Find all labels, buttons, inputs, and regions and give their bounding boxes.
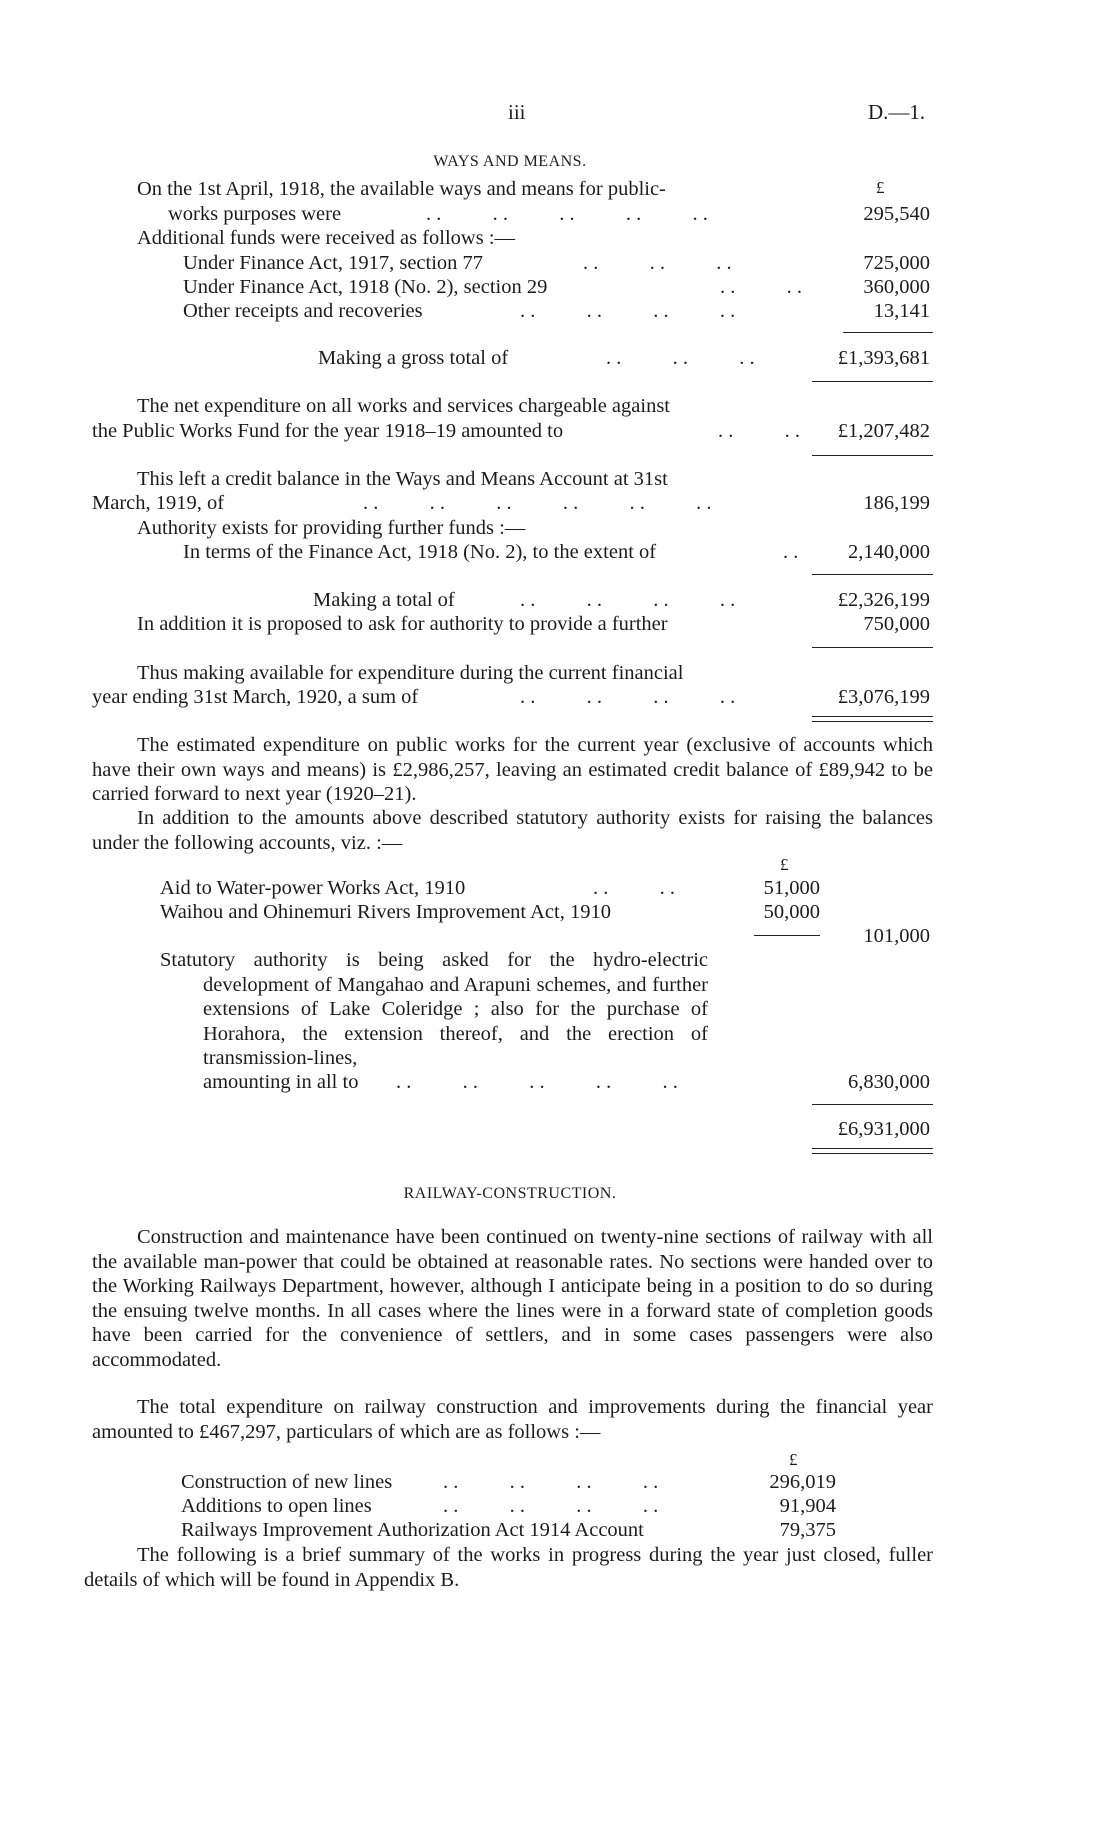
- statutory-account-amount: 50,000: [763, 901, 820, 923]
- railway-item-amount: 79,375: [779, 1519, 836, 1541]
- statutory-account-dots: . . . .: [593, 877, 675, 899]
- authority-line: In terms of the Finance Act, 1918 (No. 2), to the extent of: [183, 541, 657, 563]
- further-authority-line: In addition it is proposed to ask for authority to provide a further: [137, 613, 668, 635]
- net-expenditure-line-1: The net expenditure on all works and services chargeable against: [137, 395, 670, 417]
- credit-balance-line-1: This left a credit balance in the Ways and Means Account at 31st: [137, 468, 668, 490]
- accounts-currency-symbol: £: [780, 855, 789, 874]
- currency-symbol: £: [876, 178, 885, 197]
- page-number: iii: [508, 100, 526, 124]
- railway-item-dots: . . . . . . . .: [443, 1495, 659, 1517]
- funding-item-dots: . . . . . .: [583, 252, 732, 274]
- gross-total-label: Making a gross total of: [318, 347, 509, 369]
- grand-total-double-rule: [812, 1148, 933, 1154]
- subtotal-rule: [843, 332, 933, 333]
- railway-item-label: Additions to open lines: [181, 1495, 372, 1517]
- authority-amount: 2,140,000: [848, 541, 930, 563]
- total-dots: . . . . . . . .: [520, 589, 736, 611]
- opening-dots: . . . . . . . . . .: [426, 203, 708, 225]
- railway-construction-heading: RAILWAY-CONSTRUCTION.: [403, 1185, 617, 1202]
- net-expenditure-amount: £1,207,482: [837, 420, 930, 442]
- statutory-account-label: Waihou and Ohinemuri Rivers Improvement Act, 1910: [160, 901, 611, 923]
- document-reference: D.—1.: [868, 100, 926, 124]
- available-rule: [812, 647, 933, 648]
- further-authority-amount: 750,000: [863, 613, 930, 635]
- available-line-2: year ending 31st March, 1920, a sum of: [92, 686, 419, 708]
- net-expenditure-line-2: the Public Works Fund for the year 1918–19 amounted to: [92, 420, 564, 442]
- net-expenditure-dots: . . . .: [718, 420, 800, 442]
- funding-item-amount: 725,000: [863, 252, 930, 274]
- net-expenditure-rule: [812, 455, 933, 456]
- funding-item-label: Under Finance Act, 1918 (No. 2), section 29: [183, 276, 548, 298]
- railway-item-label: Construction of new lines: [181, 1471, 393, 1493]
- statutory-account-amount: 51,000: [763, 877, 820, 899]
- gross-total-dots: . . . . . .: [606, 347, 755, 369]
- hydro-amount: 6,830,000: [848, 1071, 930, 1093]
- statutory-authority-paragraph: In addition to the amounts above described statutory authority exists for raising the balances under the following accounts, viz. :—: [92, 807, 933, 854]
- hydro-electric-paragraph: Statutory authority is being asked for the hydro-electric development of Mangahao and Arapuni schemes, and further extensions of Lake Coleridge ; also for the purchase of Horahora, the extension thereof, and the erection of transmission-lines,: [160, 949, 708, 1069]
- hydro-last-line: amounting in all to: [203, 1071, 359, 1093]
- railway-item-amount: 91,904: [779, 1495, 836, 1517]
- estimated-expenditure-paragraph: The estimated expenditure on public works for the current year (exclusive of accounts which have their own ways and means) is £2,986,257, leaving an estimated credit balance of £89,942 to be carried forward to next year (1920–21).: [92, 734, 933, 805]
- railway-paragraph-1: Construction and maintenance have been continued on twenty-nine sections of railway with all the available man-power that could be obtained at reasonable rates. No sections were handed over to the Working Railways Department, however, although I anticipate being in a position to do so during the ensuing twelve months. In all cases where the lines were in a forward state of completion goods have been carried for the convenience of settlers, and in some cases passengers were also accommodated.: [92, 1226, 933, 1371]
- funding-item-dots: . . . . . . . .: [520, 300, 736, 322]
- credit-balance-dots: . . . . . . . . . . . .: [363, 492, 712, 514]
- funding-item-label: Under Finance Act, 1917, section 77: [183, 252, 484, 274]
- opening-line-2: works purposes were: [168, 203, 342, 225]
- accounts-rule: [754, 935, 820, 936]
- total-label: Making a total of: [313, 589, 455, 611]
- credit-balance-amount: 186,199: [863, 492, 930, 514]
- grand-total-amount: £6,931,000: [837, 1118, 930, 1140]
- funding-item-amount: 360,000: [863, 276, 930, 298]
- available-amount: £3,076,199: [837, 686, 930, 708]
- hydro-dots: . . . . . . . . . .: [396, 1071, 678, 1093]
- funding-item-dots: . . . .: [720, 276, 802, 298]
- railway-paragraph-2: The total expenditure on railway construction and improvements during the financial year amounted to £467,297, particulars of which are as follows :—: [92, 1396, 933, 1443]
- statutory-account-label: Aid to Water-power Works Act, 1910: [160, 877, 466, 899]
- available-double-rule: [812, 716, 933, 722]
- authority-intro: Authority exists for providing further funds :—: [137, 517, 526, 539]
- additional-intro: Additional funds were received as follows :—: [137, 227, 516, 249]
- funding-item-amount: 13,141: [873, 300, 930, 322]
- railway-paragraph-3: The following is a brief summary of the works in progress during the year just closed, fuller details of which will be found in Appendix B.: [84, 1544, 933, 1591]
- total-amount: £2,326,199: [837, 589, 930, 611]
- railway-item-label: Railways Improvement Authorization Act 1914 Account: [181, 1519, 644, 1541]
- funding-item-label: Other receipts and recoveries: [183, 300, 423, 322]
- railway-item-dots: . . . . . . . .: [443, 1471, 659, 1493]
- railway-currency-symbol: £: [789, 1450, 798, 1469]
- credit-balance-line-2: March, 1919, of: [92, 492, 225, 514]
- accounts-total-amount: 101,000: [863, 925, 930, 947]
- available-line-1: Thus making available for expenditure during the current financial: [137, 662, 684, 684]
- gross-total-rule: [812, 381, 933, 382]
- total-rule: [812, 574, 933, 575]
- ways-and-means-heading: WAYS AND MEANS.: [433, 153, 587, 170]
- grand-total-rule: [812, 1104, 933, 1105]
- railway-item-amount: 296,019: [769, 1471, 836, 1493]
- opening-line-1: On the 1st April, 1918, the available ways and means for public-: [137, 178, 666, 200]
- opening-amount: 295,540: [863, 203, 930, 225]
- authority-dots: . .: [783, 541, 799, 563]
- gross-total-amount: £1,393,681: [837, 347, 930, 369]
- available-dots: . . . . . . . .: [520, 686, 736, 708]
